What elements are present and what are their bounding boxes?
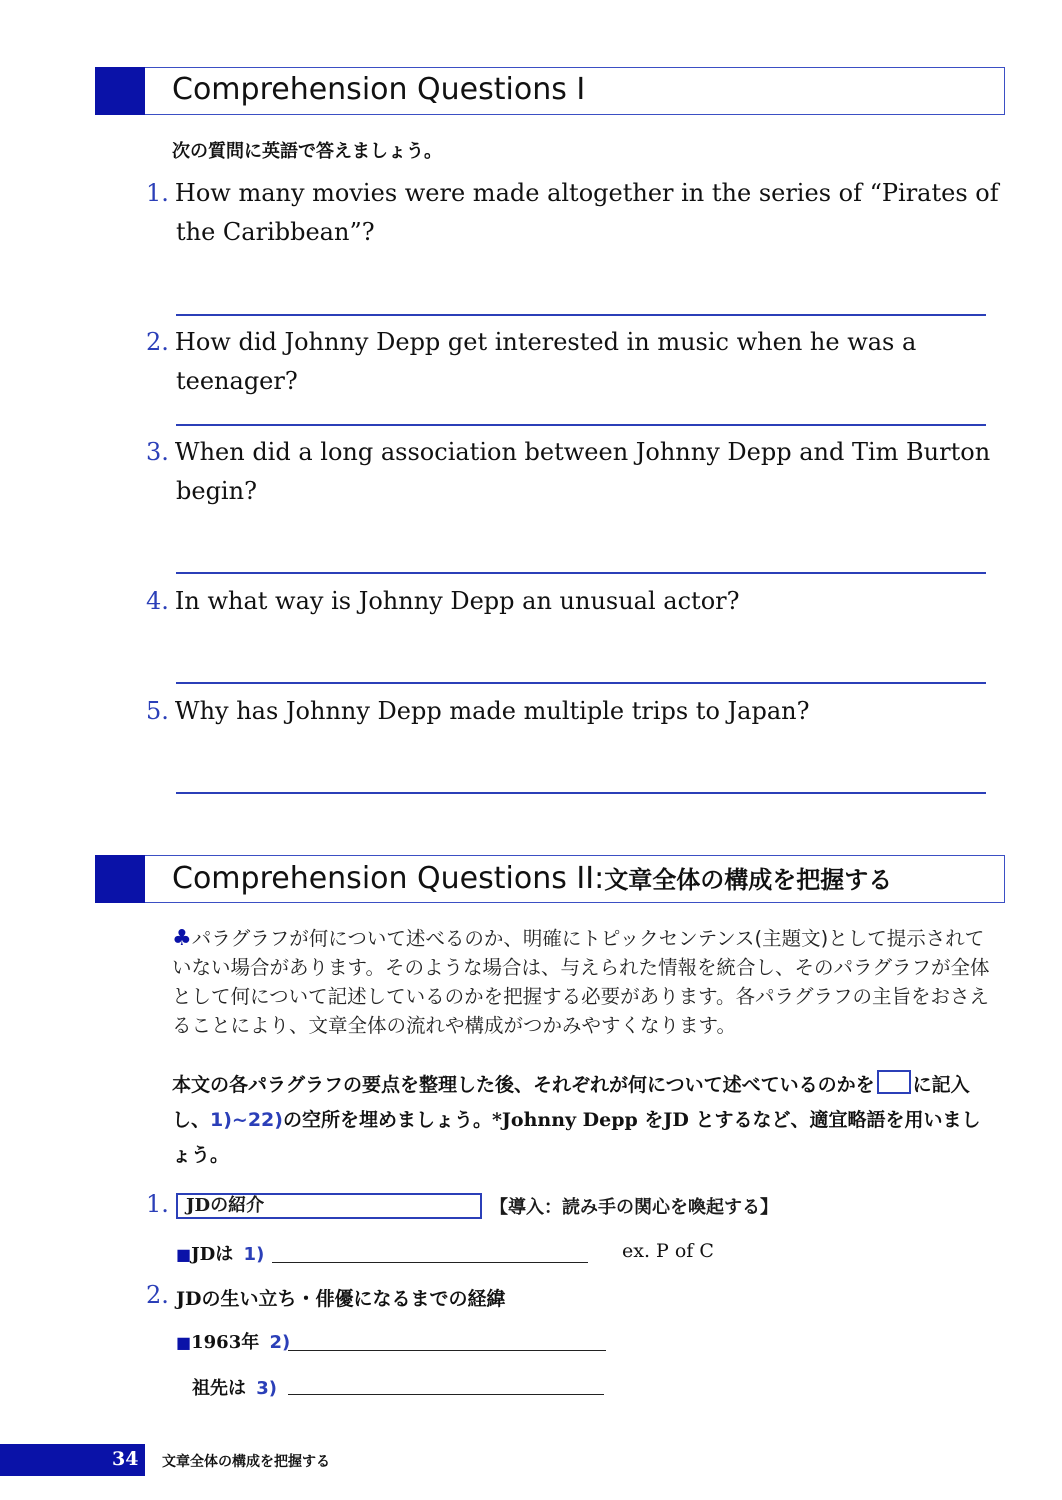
section-header-2 xyxy=(95,855,1005,903)
blank-row-1 xyxy=(176,1240,264,1266)
item-number-2: 2. xyxy=(146,1281,169,1309)
answer-line-1[interactable] xyxy=(176,314,986,316)
blank-line-3[interactable] xyxy=(288,1394,604,1395)
question-number: 1. xyxy=(146,179,169,207)
blank-number: 1) xyxy=(243,1244,265,1265)
task-text-3: の空所を埋めましょう。*Johnny Depp をJD とするなど、適宜略語を用いましょう。 xyxy=(172,1109,981,1166)
item-number-1: 1. xyxy=(146,1190,169,1218)
question-text: Why has Johnny Depp made multiple trips to Japan? xyxy=(174,697,810,725)
tip-text: パラグラフが何について述べるのか、明確にトピックセンテンス(主題文)として提示されていない場合があります。そのような場合は、与えられた情報を統合し、そのパラグラフが全体として何について記述しているのかを把握する必要があります。各パラグラフの主旨をおさえることにより、文章全体の流れや構成がつかみやすくなります。 xyxy=(172,927,990,1037)
inline-box-icon xyxy=(877,1070,911,1094)
question-text: How did Johnny Depp get interested in music when he was a teenager? xyxy=(174,328,917,395)
blank-row-3 xyxy=(192,1374,277,1400)
row-label: 1963年 xyxy=(191,1332,260,1353)
header-accent-block xyxy=(95,67,145,115)
question-number: 2. xyxy=(146,328,169,356)
question-3 xyxy=(146,433,996,511)
row-label: 祖先は xyxy=(192,1378,246,1399)
task-text-1: 本文の各パラグラフの要点を整理した後、それぞれが何について述べているのかを xyxy=(172,1074,875,1096)
header-accent-block xyxy=(95,855,145,903)
example-text: ex. P of C xyxy=(622,1240,714,1262)
blank-row-2 xyxy=(176,1328,290,1354)
page-number: 34 xyxy=(112,1448,139,1470)
blank-number: 2) xyxy=(269,1332,291,1353)
task-text-2: に記入し、 xyxy=(172,1074,970,1131)
section-title: Comprehension Questions I xyxy=(172,72,586,107)
blank-line-1[interactable] xyxy=(272,1262,588,1263)
topic-note-1: 【導入：読み手の関心を喚起する】 xyxy=(490,1197,778,1218)
row-label: JDは xyxy=(191,1244,234,1265)
question-number: 3. xyxy=(146,438,169,466)
blank-range: 1)~22) xyxy=(210,1109,283,1131)
section-header-1 xyxy=(95,67,1005,115)
topic-box-1[interactable]: JDの紹介 xyxy=(176,1193,482,1219)
tip-paragraph xyxy=(172,924,992,1040)
footer-text: 文章全体の構成を把握する xyxy=(162,1454,330,1470)
answer-line-2[interactable] xyxy=(176,424,986,426)
blank-line-2[interactable] xyxy=(288,1350,606,1351)
question-number: 4. xyxy=(146,587,169,615)
instruction-text: 次の質問に英語で答えましょう。 xyxy=(172,141,442,162)
question-number: 5. xyxy=(146,697,169,725)
question-text: When did a long association between Johnny Depp and Tim Burton begin? xyxy=(174,438,991,505)
question-5 xyxy=(146,692,1036,731)
answer-line-3[interactable] xyxy=(176,572,986,574)
item-heading-2: JDの生い立ち・俳優になるまでの経緯 xyxy=(176,1288,506,1310)
question-text: In what way is Johnny Depp an unusual actor? xyxy=(174,587,740,615)
blank-number: 3) xyxy=(256,1378,278,1399)
answer-line-4[interactable] xyxy=(176,682,986,684)
task-instruction xyxy=(172,1068,994,1173)
section-title xyxy=(172,860,892,896)
square-bullet-icon: ■ xyxy=(176,1245,192,1264)
question-2 xyxy=(146,323,1036,401)
question-text: How many movies were made altogether in the series of “Pirates of the Caribbean”? xyxy=(174,179,999,246)
question-4 xyxy=(146,582,1036,621)
square-bullet-icon: ■ xyxy=(176,1333,192,1352)
section-title-en: Comprehension Questions II: xyxy=(172,861,605,896)
question-1 xyxy=(146,174,1036,252)
section-title-jp: 文章全体の構成を把握する xyxy=(604,866,893,894)
club-icon: ♣ xyxy=(172,926,192,951)
answer-line-5[interactable] xyxy=(176,792,986,794)
